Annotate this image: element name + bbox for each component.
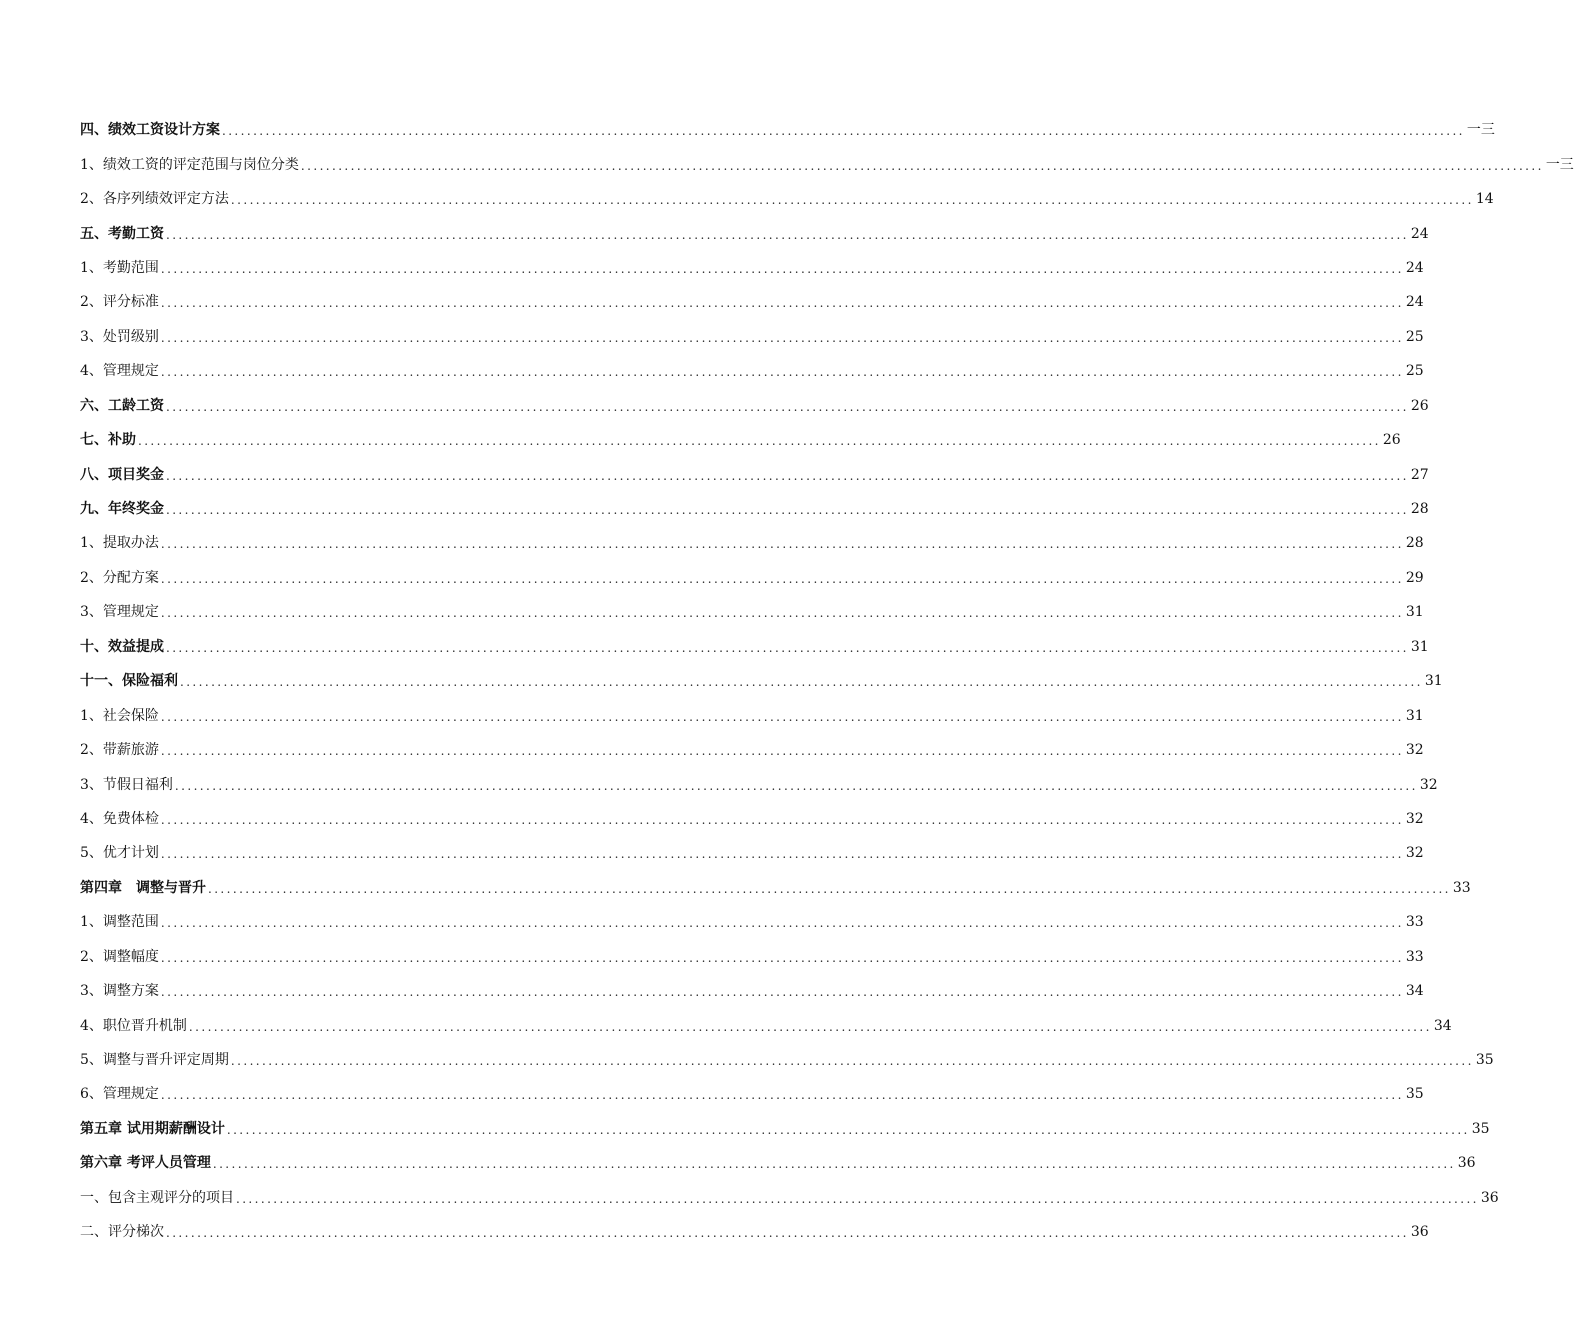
toc-entry-label: 八、项目奖金 — [80, 466, 164, 483]
toc-dot-leader: ........................................................................................................................................................................................................ — [160, 812, 1404, 827]
toc-dot-leader: ........................................................................................................................................................................................................ — [160, 985, 1404, 1000]
toc-entry-page-number: 26 — [1382, 432, 1401, 449]
toc-entry-page-number: 36 — [1410, 1224, 1429, 1241]
toc-entry-label: 十一、保险福利 — [80, 673, 178, 690]
toc-entry[interactable] — [80, 1181, 1499, 1215]
toc-entry-page-number: 24 — [1410, 225, 1429, 242]
toc-entry-page-number: 35 — [1405, 1086, 1424, 1103]
toc-dot-leader: ........................................................................................................................................................................................................ — [160, 365, 1404, 380]
toc-entry[interactable] — [80, 940, 1424, 974]
toc-dot-leader: ........................................................................................................................................................................................................ — [160, 571, 1404, 586]
toc-dot-leader: ........................................................................................................................................................................................................ — [188, 1019, 1432, 1034]
toc-dot-leader: ........................................................................................................................................................................................................ — [166, 640, 1409, 655]
toc-entry[interactable] — [80, 1043, 1494, 1077]
toc-entry-label: 九、年终奖金 — [80, 501, 164, 518]
toc-entry[interactable] — [80, 1215, 1429, 1249]
toc-dot-leader: ........................................................................................................................................................................................................ — [300, 158, 1544, 173]
toc-entry-page-number: 31 — [1410, 638, 1429, 655]
toc-entry[interactable] — [80, 113, 1495, 147]
toc-entry-page-number: 32 — [1405, 742, 1424, 759]
toc-entry-page-number: 36 — [1457, 1155, 1476, 1172]
toc-entry-label: 1、调整范围 — [80, 914, 159, 931]
toc-entry-page-number: 36 — [1480, 1189, 1499, 1206]
toc-entry[interactable] — [80, 285, 1424, 319]
toc-dot-leader: ........................................................................................................................................................................................................ — [230, 193, 1474, 208]
toc-entry-page-number: 31 — [1405, 604, 1424, 621]
toc-entry-label: 1、绩效工资的评定范围与岗位分类 — [80, 156, 299, 173]
toc-entry-page-number: 24 — [1405, 294, 1424, 311]
toc-entry[interactable] — [80, 147, 1574, 181]
toc-entry-page-number: 29 — [1405, 569, 1424, 586]
toc-entry-page-number: 35 — [1471, 1120, 1490, 1137]
toc-entry-label: 3、管理规定 — [80, 604, 159, 621]
toc-dot-leader: ........................................................................................................................................................................................................ — [208, 881, 1451, 896]
toc-entry-label: 1、社会保险 — [80, 707, 159, 724]
toc-entry[interactable] — [80, 802, 1424, 836]
toc-entry[interactable] — [80, 698, 1424, 732]
toc-dot-leader: ........................................................................................................................................................................................................ — [160, 1088, 1404, 1103]
toc-dot-leader: ........................................................................................................................................................................................................ — [166, 399, 1409, 414]
toc-entry[interactable] — [80, 1146, 1476, 1180]
toc-dot-leader: ........................................................................................................................................................................................................ — [174, 778, 1418, 793]
toc-entry[interactable] — [80, 664, 1443, 698]
toc-entry[interactable] — [80, 354, 1424, 388]
toc-entry-page-number: 31 — [1424, 673, 1443, 690]
toc-entry[interactable] — [80, 767, 1438, 801]
toc-entry-page-number: 33 — [1405, 948, 1424, 965]
toc-dot-leader: ........................................................................................................................................................................................................ — [230, 1054, 1474, 1069]
toc-dot-leader: ........................................................................................................................................................................................................ — [160, 330, 1404, 345]
toc-entry[interactable] — [80, 905, 1424, 939]
toc-entry[interactable] — [80, 836, 1424, 870]
toc-entry-label: 4、免费体检 — [80, 810, 159, 827]
toc-entry[interactable] — [80, 320, 1424, 354]
toc-entry-page-number: 25 — [1405, 363, 1424, 380]
toc-dot-leader: ........................................................................................................................................................................................................ — [212, 1157, 1456, 1172]
toc-dot-leader: ........................................................................................................................................................................................................ — [180, 675, 1423, 690]
toc-dot-leader: ........................................................................................................................................................................................................ — [166, 1226, 1409, 1241]
toc-entry-label: 6、管理规定 — [80, 1086, 159, 1103]
toc-entry-label: 一、包含主观评分的项目 — [80, 1189, 234, 1206]
toc-entry[interactable] — [80, 492, 1429, 526]
toc-entry[interactable] — [80, 595, 1424, 629]
toc-dot-leader: ........................................................................................................................................................................................................ — [160, 606, 1404, 621]
toc-entry-page-number: 32 — [1405, 845, 1424, 862]
toc-entry-label: 5、调整与晋升评定周期 — [80, 1052, 229, 1069]
toc-dot-leader: ........................................................................................................................................................................................................ — [160, 709, 1404, 724]
toc-entry-label: 十、效益提成 — [80, 638, 164, 655]
toc-entry-label: 六、工龄工资 — [80, 397, 164, 414]
toc-entry-label: 5、优才计划 — [80, 845, 159, 862]
toc-entry-page-number: 33 — [1405, 914, 1424, 931]
toc-entry-page-number: 34 — [1405, 983, 1424, 1000]
toc-entry-label: 4、管理规定 — [80, 363, 159, 380]
toc-entry[interactable] — [80, 733, 1424, 767]
toc-entry-label: 3、调整方案 — [80, 983, 159, 1000]
toc-entry[interactable] — [80, 974, 1424, 1008]
toc-dot-leader: ........................................................................................................................................................................................................ — [236, 1191, 1479, 1206]
toc-entry-page-number: 32 — [1419, 776, 1438, 793]
toc-entry-page-number: 27 — [1410, 466, 1429, 483]
toc-entry[interactable] — [80, 1008, 1452, 1042]
toc-entry[interactable] — [80, 251, 1424, 285]
toc-entry-label: 1、考勤范围 — [80, 259, 159, 276]
toc-dot-leader: ........................................................................................................................................................................................................ — [160, 950, 1404, 965]
toc-entry-label: 2、评分标准 — [80, 294, 159, 311]
toc-entry[interactable] — [80, 561, 1424, 595]
toc-entry-page-number: 24 — [1405, 259, 1424, 276]
toc-entry-page-number: 34 — [1433, 1017, 1452, 1034]
toc-dot-leader: ........................................................................................................................................................................................................ — [160, 847, 1404, 862]
toc-entry-label: 五、考勤工资 — [80, 225, 164, 242]
toc-dot-leader: ........................................................................................................................................................................................................ — [222, 124, 1465, 139]
toc-dot-leader: ........................................................................................................................................................................................................ — [160, 537, 1404, 552]
toc-entry[interactable] — [80, 630, 1429, 664]
toc-entry-page-number: 26 — [1410, 397, 1429, 414]
toc-entry-label: 第五章 试用期薪酬设计 — [80, 1120, 225, 1137]
toc-entry-label: 第六章 考评人员管理 — [80, 1155, 211, 1172]
toc-entry-label: 3、节假日福利 — [80, 776, 173, 793]
toc-dot-leader: ........................................................................................................................................................................................................ — [160, 744, 1404, 759]
toc-entry-label: 2、带薪旅游 — [80, 742, 159, 759]
table-of-contents — [80, 113, 1574, 1249]
toc-entry[interactable] — [80, 182, 1494, 216]
toc-entry[interactable] — [80, 457, 1429, 491]
toc-entry[interactable] — [80, 389, 1429, 423]
toc-entry-label: 二、评分梯次 — [80, 1224, 164, 1241]
toc-entry[interactable] — [80, 216, 1429, 250]
toc-dot-leader: ........................................................................................................................................................................................................ — [160, 261, 1404, 276]
toc-entry[interactable] — [80, 1112, 1490, 1146]
toc-dot-leader: ........................................................................................................................................................................................................ — [166, 503, 1409, 518]
toc-entry-label: 4、职位晋升机制 — [80, 1017, 187, 1034]
toc-entry-page-number: 35 — [1475, 1052, 1494, 1069]
toc-entry-label: 七、补助 — [80, 432, 136, 449]
toc-entry-label: 3、处罚级别 — [80, 328, 159, 345]
toc-entry-page-number: 31 — [1405, 707, 1424, 724]
toc-dot-leader: ........................................................................................................................................................................................................ — [226, 1122, 1470, 1137]
toc-dot-leader: ........................................................................................................................................................................................................ — [160, 296, 1404, 311]
toc-entry[interactable] — [80, 871, 1471, 905]
toc-dot-leader: ........................................................................................................................................................................................................ — [138, 434, 1381, 449]
toc-dot-leader: ........................................................................................................................................................................................................ — [160, 916, 1404, 931]
toc-entry-label: 1、提取办法 — [80, 535, 159, 552]
toc-entry-page-number: 32 — [1405, 810, 1424, 827]
toc-entry-page-number: 28 — [1410, 501, 1429, 518]
toc-entry-label: 2、分配方案 — [80, 569, 159, 586]
toc-entry-page-number: 25 — [1405, 328, 1424, 345]
toc-entry[interactable] — [80, 423, 1401, 457]
toc-entry-label: 四、绩效工资设计方案 — [80, 122, 220, 139]
toc-entry[interactable] — [80, 1077, 1424, 1111]
toc-entry-page-number: 33 — [1452, 879, 1471, 896]
toc-dot-leader: ........................................................................................................................................................................................................ — [166, 227, 1409, 242]
toc-entry-page-number: 14 — [1475, 191, 1494, 208]
toc-entry-page-number: 一三 — [1545, 156, 1574, 173]
toc-dot-leader: ........................................................................................................................................................................................................ — [166, 468, 1409, 483]
toc-entry-label: 2、各序列绩效评定方法 — [80, 191, 229, 208]
toc-entry[interactable] — [80, 526, 1424, 560]
toc-entry-label: 2、调整幅度 — [80, 948, 159, 965]
toc-entry-page-number: 28 — [1405, 535, 1424, 552]
toc-entry-label: 第四章 调整与晋升 — [80, 879, 206, 896]
toc-entry-page-number: 一三 — [1466, 122, 1495, 139]
